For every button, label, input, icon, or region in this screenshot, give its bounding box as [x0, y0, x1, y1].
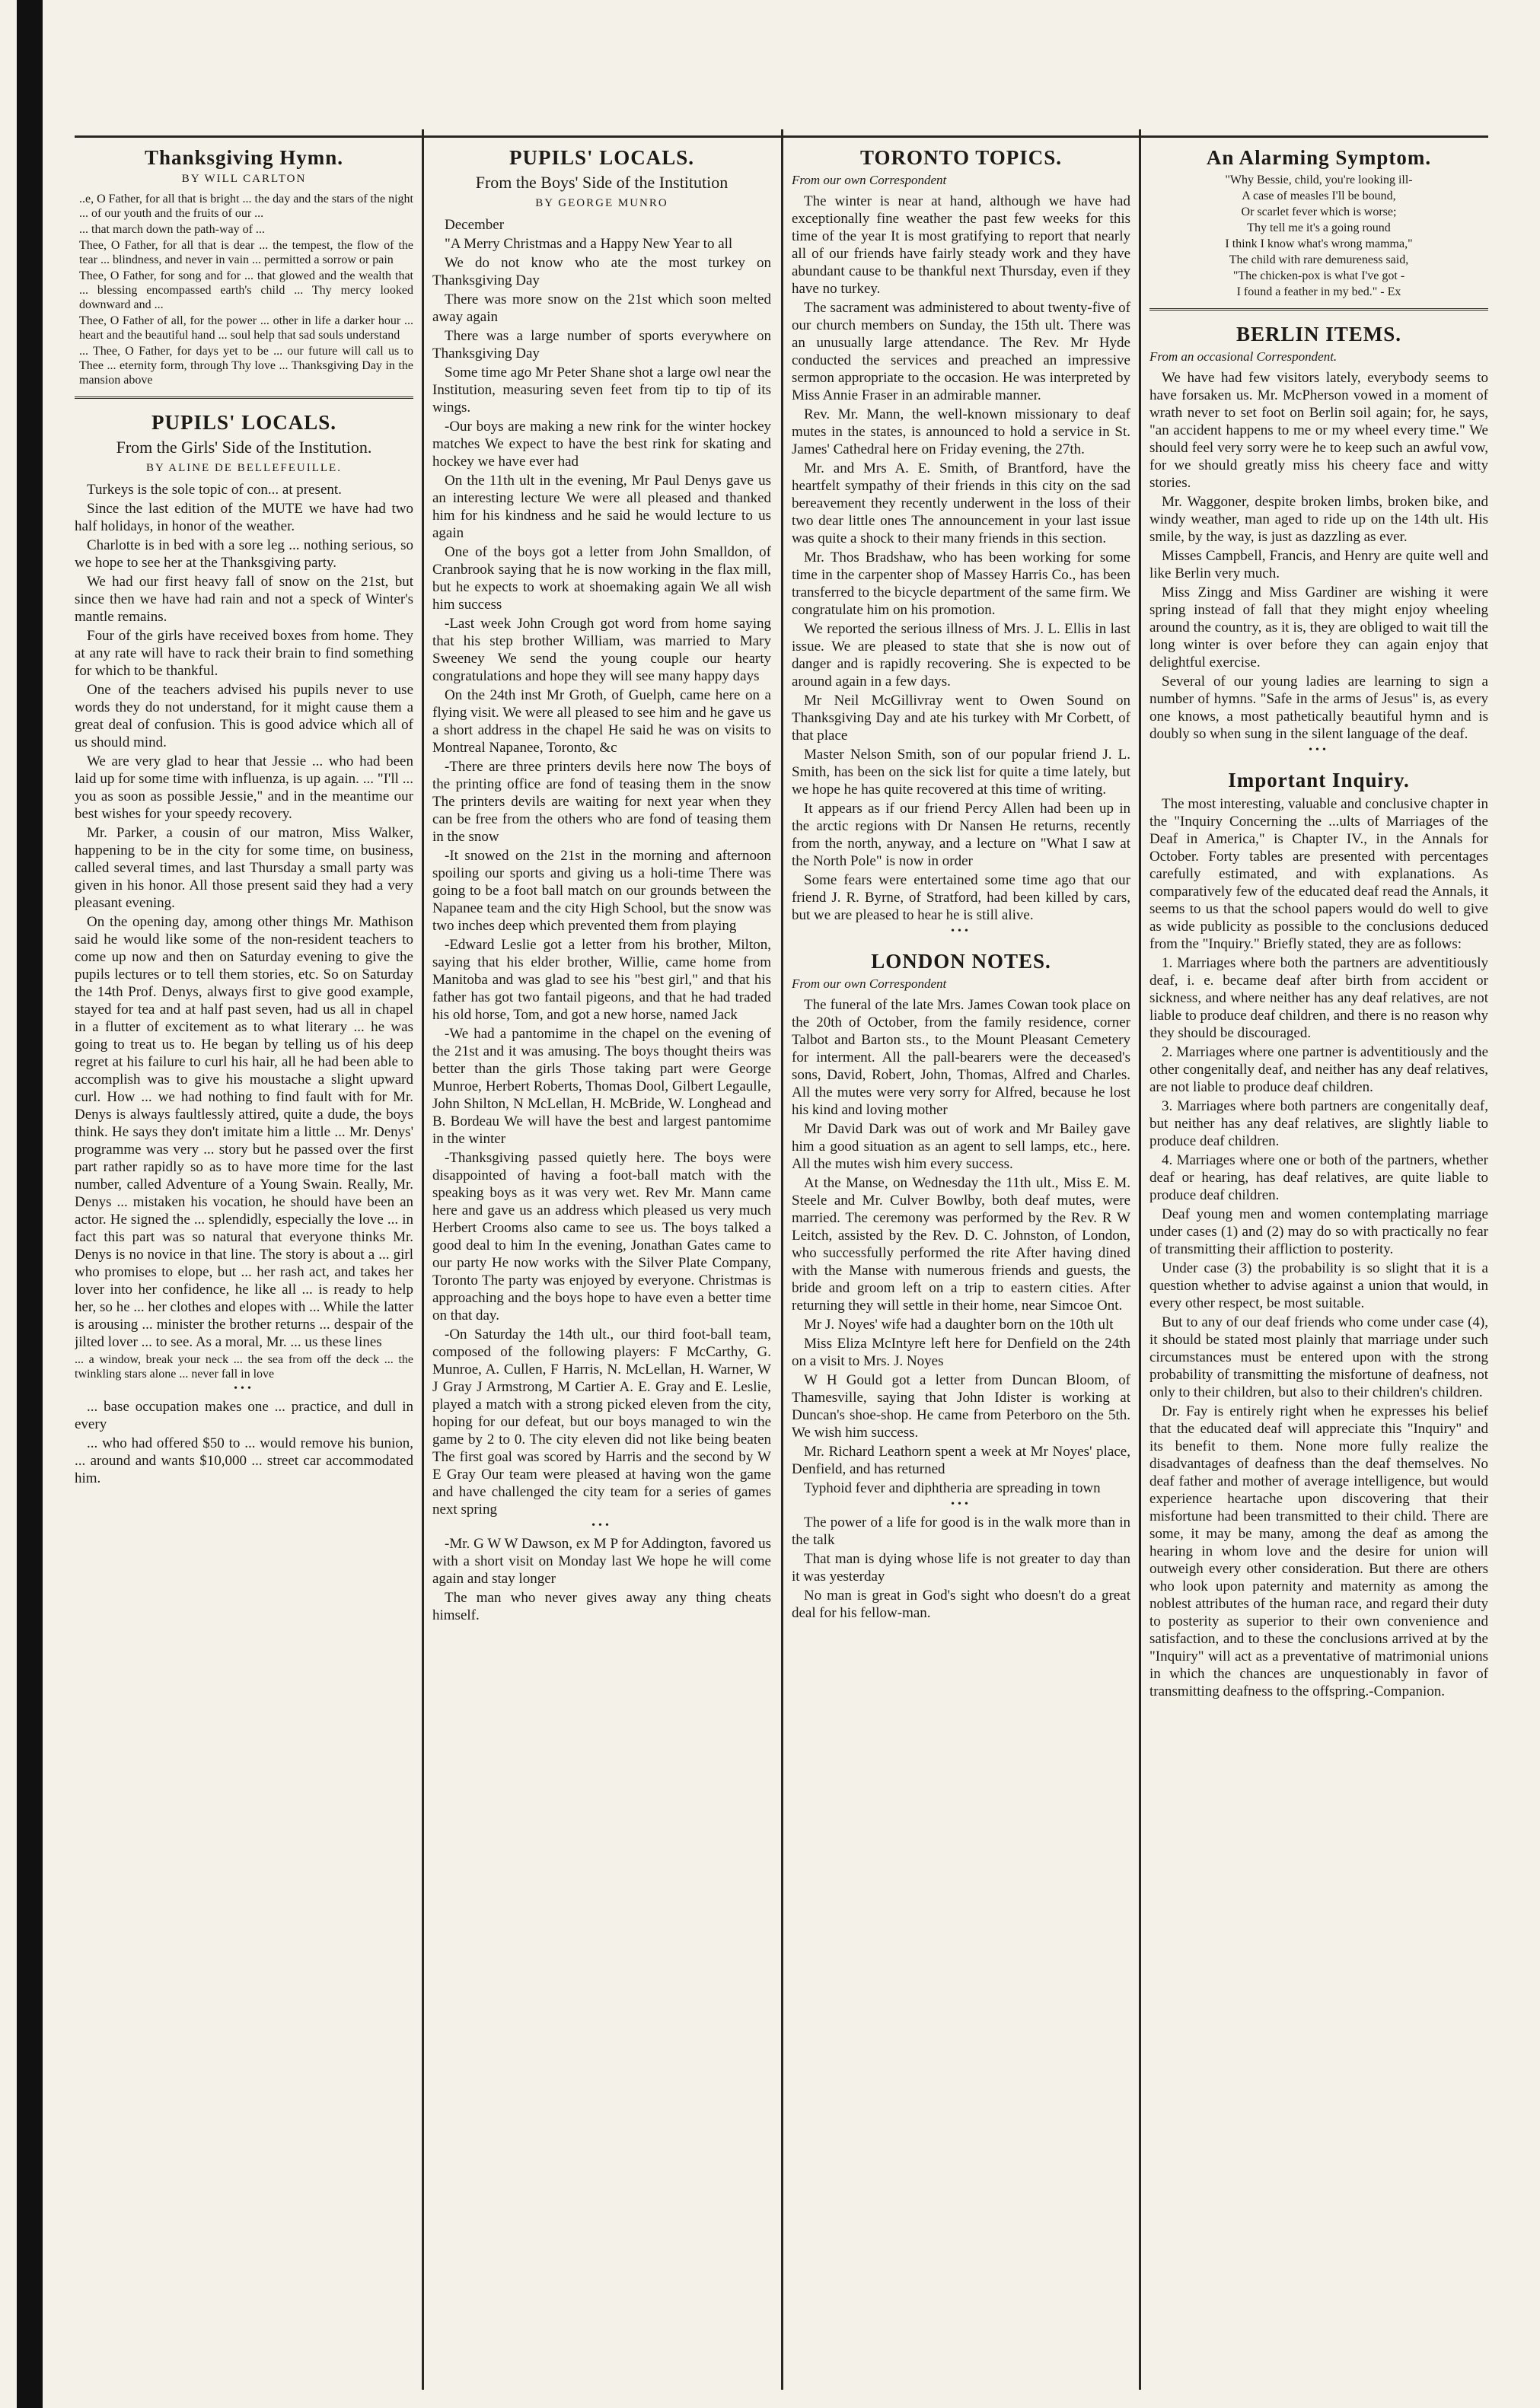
paragraph: Mr. Parker, a cousin of our matron, Miss Walker, happening to be in the city for some time, on business, called several times, and last Thursday a small party was given in his honor. All those present said they had a very pleasant evening.: [75, 825, 413, 911]
toronto-topics-title: TORONTO TOPICS.: [859, 146, 1063, 169]
paragraph: No man is great in God's sight who doesn't do a great deal for his fellow-man.: [792, 1588, 1130, 1621]
column-rule: [1139, 129, 1141, 2390]
paragraph: -Our boys are making a new rink for the winter hockey matches We expect to have the best rink for skating and hockey we have ever had: [432, 419, 771, 470]
berlin-items-title: BERLIN ITEMS.: [1236, 323, 1402, 346]
paragraph: Mr Neil McGillivray went to Owen Sound on Thanksgiving Day and ate his turkey with Mr Corbett, of that place: [792, 693, 1130, 744]
paragraph: Turkeys is the sole topic of con... at present.: [87, 482, 342, 498]
paragraph: -Last week John Crough got word from home saying that his step brother William, was married to Mary Sweeney We send the young couple our hearty congratulations and hope they will see many happy days: [432, 616, 771, 684]
paragraph: The man who never gives away any thing cheats himself.: [432, 1590, 771, 1623]
paragraph: On the 24th inst Mr Groth, of Guelph, came here on a flying visit. We were all pleased to see him and he gave us a short address in the chapel He said he was on visits to Montreal Napanee, Toronto, &c: [432, 687, 771, 756]
paragraph: There was more snow on the 21st which soon melted away again: [432, 291, 771, 325]
poem-line: Thee, O Father, for song and for ... that glowed and the wealth that ... blessing encompassed earth's child ... Thy mercy looked downward and ...: [79, 269, 413, 311]
poem-line: "Why Bessie, child, you're looking ill-: [1225, 174, 1413, 186]
poem-line: ..e, O Father, for all that is bright ... the day and the stars of the night ... of our youth and the fruits of our ...: [79, 193, 413, 220]
paragraph: -Mr. G W W Dawson, ex M P for Addington, favored us with a short visit on Monday last We hope he will come again and stay longer: [432, 1536, 771, 1587]
paragraph: December: [445, 217, 505, 233]
paragraph: Miss Eliza McIntyre left here for Denfield on the 24th on a visit to Mrs. J. Noyes: [792, 1336, 1130, 1369]
hymn-poem: [75, 192, 413, 387]
column-4: [1149, 134, 1488, 2371]
poem-line: The child with rare demureness said,: [1229, 253, 1409, 266]
paragraph: ... base occupation makes one ... practice, and dull in every: [75, 1399, 413, 1432]
paragraph: "A Merry Christmas and a Happy New Year to all: [445, 236, 733, 252]
paragraph: Mr. and Mrs A. E. Smith, of Brantford, have the heartfelt sympathy of their friends in this city on the sad bereavement they recently underwent in the loss of their two dear little ones The announcement in your last issue was quite a shock to their many friends in this section.: [792, 460, 1130, 546]
paragraph: 4. Marriages where one or both of the partners, whether deaf or hearing, has deaf relatives, are quite liable to produce deaf children.: [1149, 1152, 1488, 1203]
boys-locals-byline: BY GEORGE MUNRO: [535, 197, 668, 209]
alarming-symptom-poem: [1149, 173, 1488, 299]
paragraph: It appears as if our friend Percy Allen had been up in the arctic regions with Dr Nansen He returns, recently from the north, anyway, and a lecture on "What I saw at the North Pole" is now in order: [792, 801, 1130, 869]
poem-line: Or scarlet fever which is worse;: [1241, 205, 1397, 218]
paragraph: -Thanksgiving passed quietly here. The boys were disappointed of having a foot-ball match with the speaking boys as it was very wet. Rev Mr. Mann came here and gave us an address which pleased us very much Herbert Crooms also came to see us. The boys talked a good deal to him In the evening, Jonathan Gates came to our party He now works with the Silver Plate Company, Toronto The party was enjoyed by everyone. Christmas is approaching and the boys hope to have even a better time on that day.: [432, 1150, 771, 1323]
paragraph: On the opening day, among other things Mr. Mathison said he would like some of the non-resident teachers to come up now and then on Saturday evening to give the pupils lectures or to tell them stories, etc. So on Saturday the 14th Prof. Denys, always first to give good example, stayed for tea and at half past seven, had us all in chapel in a flutter of excitement as to what literary ... he was going to treat us to. He began by telling us of his deep regret at his failure to curl his hair, all he had been able to accomplish was to give his moustache a slight upward curl. How ... we had nothing to find fault with for Mr. Denys is always faultlessly attired, quite a dude, the boys think. He says they don't imitate him a little ... Mr. Denys' programme was very ... story but he passed over the first part rather rapidly so as to have more time for the last number, called Adventure of a Young Swain. Really, Mr. Denys ... mistaken his vocation, he should have been an actor. He signed the ... splendidly, especially the love ... in fact this part was so natural that everyone thinks Mr. Denys is no novice in that line. The story is about a ... girl who promises to elope, but ... her rash act, and takes her lover into her confidence, he like all ... is ready to help her, so he ... her clothes and elopes with ... While the latter is arousing ... minister the brother returns ... despair of the jilted lover ... to see. As a moral, Mr. ... us these lines: [75, 914, 413, 1350]
separator-stars: •••: [234, 1383, 254, 1394]
poem-line: I think I know what's wrong mamma,": [1225, 237, 1413, 250]
paragraph: The sacrament was administered to about twenty-five of our church members on Sunday, the 15th ult. There was an unusually large attendance. The Rev. Mr Hyde conducted the services and preached an impressive sermon appropriate to the occasion. He was interpreted by Miss Annie Fraser in an admirable manner.: [792, 300, 1130, 403]
paragraph: ... who had offered $50 to ... would remove his bunion, ... around and wants $10,000 ... street car accommodated him.: [75, 1435, 413, 1486]
paragraph: Mr David Dark was out of work and Mr Bailey gave him a good situation as an agent to sell lamps, etc., here. All the mutes wish him every success.: [792, 1121, 1130, 1172]
boys-locals-body: [432, 216, 771, 1624]
paragraph: There was a large number of sports everywhere on Thanksgiving Day: [432, 328, 771, 362]
verse-block: [75, 1352, 413, 1381]
paragraph: -We had a pantomime in the chapel on the evening of the 21st and it was amusing. The boys thought theirs was better than the girls Those taking part were George Munroe, Herbert Roberts, Thomas Dool, Gilbert Legaulle, John Shilton, N McLellan, H. McBride, W. Longhead and B. Bordeau We will have the best and largest pantomime in the winter: [432, 1026, 771, 1147]
paragraph: On the 11th ult in the evening, Mr Paul Denys gave us an interesting lecture We were all pleased and thanked him for his kindness and he said he would lecture to us again: [432, 473, 771, 541]
paragraph: That man is dying whose life is not greater to day than it was yesterday: [792, 1551, 1130, 1585]
girls-locals-body: [75, 481, 413, 1487]
paragraph: Several of our young ladies are learning to sign a number of hymns. "Safe in the arms of Jesus" is, as every one knows, a most pathetically beautiful hymn and is doubly so when sung in the silent language of the deaf.: [1149, 674, 1488, 742]
paragraph: Rev. Mr. Mann, the well-known missionary to deaf mutes in the states, is announced to hold a service in St. James' Cathedral here on Friday evening, the 27th.: [792, 406, 1130, 457]
paragraph: Dr. Fay is entirely right when he expresses his belief that the educated deaf will appreciate this "Inquiry" and its benefit to them. None more fully realize the disadvantages of deafness than the deaf themselves. No deaf father and mother of average intelligence, but would experience heartache upon discovering that their misfortune had been transmitted to their child. There are some, it may be many, among the deaf as among the hearing in whom love and the desire for union will outweigh every other consideration. But there are others who look upon paternity and maternity as among the noblest attributes of the human race, and regard their duty to posterity as superior to their own convenience and satisfaction, and to these the conclusions arrived at by the "Inquiry" will act as a preventative of matrimonial unions in which the chances are unquestionably in favor of transmitting deafness to the offspring.-Companion.: [1149, 1403, 1488, 1699]
paragraph: -Edward Leslie got a letter from his brother, Milton, saying that his elder brother, Willie, came home from Manitoba and was glad to see his "best girl," and that his father has got two fantail pigeons, and that he had traded his old horse, Tom, and got a new horse, named Jack: [432, 937, 771, 1023]
paragraph: 1. Marriages where both the partners are adventitiously deaf, i. e. became deaf after birth from accident or sickness, and where neither has any deaf relatives, are not liable to produce deaf children, and there is no reason why they should be discouraged.: [1149, 955, 1488, 1041]
separator-stars: •••: [1309, 744, 1329, 756]
poem-line: Thee, O Father, for all that is dear ... the tempest, the flow of the tear ... blindness, and never in vain ... permitted a sorrow or pain: [79, 239, 413, 266]
paragraph: The power of a life for good is in the walk more than in the talk: [792, 1515, 1130, 1548]
poem-line: "The chicken-pox is what I've got -: [1232, 269, 1405, 282]
paragraph: Miss Zingg and Miss Gardiner are wishing it were spring instead of fall that they might enjoy wheeling around the country, as it is, they are obliged to wait till the long winter is over before they can again enjoy that delightful exercise.: [1149, 584, 1488, 670]
toronto-topics-body: [792, 193, 1130, 924]
girls-locals-byline: BY ALINE DE BELLEFEUILLE.: [146, 462, 342, 474]
paragraph: We had our first heavy fall of snow on the 21st, but since then we have had rain and not a speck of Winter's mantle remains.: [75, 574, 413, 625]
london-notes-title: LONDON NOTES.: [871, 950, 1051, 973]
paragraph: One of the teachers advised his pupils never to use words they do not understand, for it might cause them a great deal of confusion. This is good advice which all of us should mind.: [75, 682, 413, 750]
separator-stars: •••: [951, 1499, 971, 1510]
paragraph: Some fears were entertained some time ago that our friend J. R. Byrne, of Stratford, had been killed by cars, but we are pleased to hear he is still alive.: [792, 872, 1130, 923]
paragraph: We are very glad to hear that Jessie ... who had been laid up for some time with influenza, is up again. ... "I'll ... you as soon as possible Jessie," and in the meantime our best wishes for your speedy recovery.: [75, 753, 413, 822]
london-correspondent: From our own Correspondent: [792, 976, 947, 991]
alarming-symptom-title: An Alarming Symptom.: [1206, 146, 1432, 169]
paragraph: 2. Marriages where one partner is adventitiously and the other congenitally deaf, and neither has any deaf relatives, are not liable to produce deaf children.: [1149, 1044, 1488, 1095]
paragraph: Misses Campbell, Francis, and Henry are quite well and like Berlin very much.: [1149, 548, 1488, 581]
paragraph: Four of the girls have received boxes from home. They at any rate will have to rack their brain to find something for which to be thankful.: [75, 628, 413, 679]
paragraph: Mr. Richard Leathorn spent a week at Mr Noyes' place, Denfield, and has returned: [792, 1444, 1130, 1477]
paragraph: Under case (3) the probability is so slight that it is a question whether to advise against a union that would, in every other respect, be most suitable.: [1149, 1260, 1488, 1311]
toronto-correspondent: From our own Correspondent: [792, 173, 947, 187]
poem-line: Thy tell me it's a going round: [1247, 221, 1391, 234]
paragraph: Charlotte is in bed with a sore leg ... nothing serious, so we hope to see her at the Thanksgiving party.: [75, 537, 413, 571]
boys-locals-title: PUPILS' LOCALS.: [509, 146, 695, 169]
column-3: [792, 134, 1130, 2371]
verse-text: ... a window, break your neck ... the sea from off the deck ... the twinkling stars alone ... never fall in love: [75, 1353, 413, 1381]
section-separator: [75, 397, 413, 399]
paragraph: -On Saturday the 14th ult., our third foot-ball team, composed of the following players: F McCarthy, G. Munroe, A. Cullen, F Harris, N. McLellan, H. Warner, W J Gray J Armstrong, M Cartier A. E. Gray and E. Leslie, played a match with a strong picked eleven from the city, hoping for our defeat, but our boys managed to win the game by 2 to 0. The city eleven did not like being beaten The first goal was scored by Harris and the second by W E Gray Our team were pleased at having won the game and have challenged the city team for a series of games next spring: [432, 1327, 771, 1518]
poem-line: I found a feather in my bed." - Ex: [1236, 285, 1401, 298]
berlin-items-body: [1149, 369, 1488, 743]
paragraph: W H Gould got a letter from Duncan Bloom, of Thamesville, saying that John Idister is working at Duncan's shoe-shop. He came from Peterboro on the 5th. We wish him success.: [792, 1372, 1130, 1441]
poem-line: ... that march down the path-way of ...: [79, 223, 265, 236]
separator-stars: •••: [951, 925, 971, 937]
paragraph: We have had few visitors lately, everybody seems to have forsaken us. Mr. McPherson vowed in a moment of wrath never to set foot on Berlin soil again; for, he says, "an accident happens to me or my wheel every time." We should feel very sorry were he to keep such an awful vow, for we should greatly miss his cheery face and witty stories.: [1149, 370, 1488, 491]
poem-line: ... Thee, O Father, for days yet to be ... our future will call us to Thee ... eternity form, through Thy love ... Thanksgiving Day in the mansion above: [79, 345, 413, 387]
paragraph: Mr J. Noyes' wife had a daughter born on the 10th ult: [804, 1317, 1114, 1333]
important-inquiry-body: [1149, 795, 1488, 1700]
girls-locals-title: PUPILS' LOCALS.: [151, 411, 337, 434]
paragraph: One of the boys got a letter from John Smalldon, of Cranbrook saying that he is now working in the flax mill, but he expects to work at shoemaking again We all wish him success: [432, 544, 771, 613]
poem-line: A case of measles I'll be bound,: [1242, 190, 1396, 202]
paragraph: Mr. Thos Bradshaw, who has been working for some time in the carpenter shop of Massey Harris Co., has been transferred to the bicycle department of the same firm. We congratulate him on his promotion.: [792, 549, 1130, 618]
london-notes-body: [792, 996, 1130, 1622]
paragraph: Master Nelson Smith, son of our popular friend J. L. Smith, has been on the sick list for quite a time lately, but we hope he has quite recovered at this time of writing.: [792, 747, 1130, 798]
paragraph: The funeral of the late Mrs. James Cowan took place on the 20th of October, from the family residence, corner Talbot and Barton sts., to the Mount Pleasant Cemetery for interment. All the pall-bearers were the deceased's sons, David, Robert, John, Thomas, Alfred and Charles. All the mutes were very sorry for Alfred, because he lost his kind and loving mother: [792, 997, 1130, 1118]
paragraph: -There are three printers devils here now The boys of the printing office are fond of teasing them in the snow The printers devils are waiting for next year when they can be free from the others who are fond of teasing them in the snow: [432, 759, 771, 845]
column-rule: [422, 129, 424, 2390]
paragraph: The most interesting, valuable and conclusive chapter in the "Inquiry Concerning the ...ults of Marriages of the Deaf in America," is Chapter IV., in the Annals for October. Forty tables are presented with percentages carefully estimated, and with explanations. As comparatively few of the educated deaf read the Annals, it seems to us that the school papers would do well to give as wide publicity as possible to the conclusions deduced from the "Inquiry." Briefly stated, they are as follows:: [1149, 796, 1488, 952]
paragraph: -It snowed on the 21st in the morning and afternoon spoiling our sports and giving us a holi-time There was going to be a foot ball match on our grounds between the Napanee team and the city High School, but the snow was two inches deep which prevented them from playing: [432, 848, 771, 934]
paragraph: 3. Marriages where both partners are congenitally deaf, but neither has any deaf relatives, are slightly liable to produce deaf children.: [1149, 1098, 1488, 1149]
column-rule: [781, 129, 783, 2390]
paragraph: We reported the serious illness of Mrs. J. L. Ellis in last issue. We are pleased to state that she is now out of danger and is rapidly recovering. She is expected to be around again in a few days.: [792, 621, 1130, 690]
paragraph: Since the last edition of the MUTE we have had two half holidays, in honor of the weather.: [75, 501, 413, 534]
paragraph: The winter is near at hand, although we have had exceptionally fine weather the past few weeks for this time of the year It is most gratifying to report that nearly all of our friends have fairly steady work and they have abundant cause to be thankful next Thursday, even if they have no turkey.: [792, 193, 1130, 297]
paragraph: We do not know who ate the most turkey on Thanksgiving Day: [432, 255, 771, 288]
hymn-title: Thanksgiving Hymn.: [144, 146, 344, 169]
page-edge-bar: [17, 0, 43, 2408]
paragraph: Some time ago Mr Peter Shane shot a large owl near the Institution, measuring seven feet from tip to tip of its wings.: [432, 365, 771, 416]
separator-stars: •••: [591, 1520, 612, 1531]
column-2: [432, 134, 771, 2371]
boys-locals-subtitle: From the Boys' Side of the Institution: [475, 173, 729, 192]
paragraph: Deaf young men and women contemplating marriage under cases (1) and (2) may do so with practically no fear of transmitting their affliction to posterity.: [1149, 1206, 1488, 1257]
important-inquiry-title: Important Inquiry.: [1228, 769, 1410, 792]
section-separator: [1149, 308, 1488, 311]
paragraph: Typhoid fever and diphtheria are spreading in town: [804, 1480, 1101, 1496]
poem-line: Thee, O Father of all, for the power ... other in life a darker hour ... heart and the beautiful hand ... soul help that sad souls understand: [79, 314, 413, 342]
paragraph: At the Manse, on Wednesday the 11th ult., Miss E. M. Steele and Mr. Culver Bowlby, both deaf mutes, were married. The ceremony was performed by the Rev. R W Leitch, assisted by the Rev. D. C. Johnston, of London, who successfully performed the rite After having dined with the Manse with numerous friends and guests, the bride and groom left on a trip to eastern cities. After returning they will settle in their home, near Simcoe Ont.: [792, 1175, 1130, 1314]
girls-locals-subtitle: From the Girls' Side of the Institution.: [116, 438, 372, 457]
hymn-byline: BY WILL CARLTON: [181, 173, 307, 185]
column-1: [75, 134, 413, 2371]
paragraph: But to any of our deaf friends who come under case (4), it should be stated most plainly that marriage under such circumstances must be entered upon with the strong probability of transmitting the misfortune of deafness, not only to their children, but also to their children's children.: [1149, 1314, 1488, 1400]
berlin-correspondent: From an occasional Correspondent.: [1149, 349, 1338, 364]
paragraph: Mr. Waggoner, despite broken limbs, broken bike, and windy weather, man aged to ride up on the 14th ult. His smile, by the way, is just as dazzling as ever.: [1149, 494, 1488, 545]
